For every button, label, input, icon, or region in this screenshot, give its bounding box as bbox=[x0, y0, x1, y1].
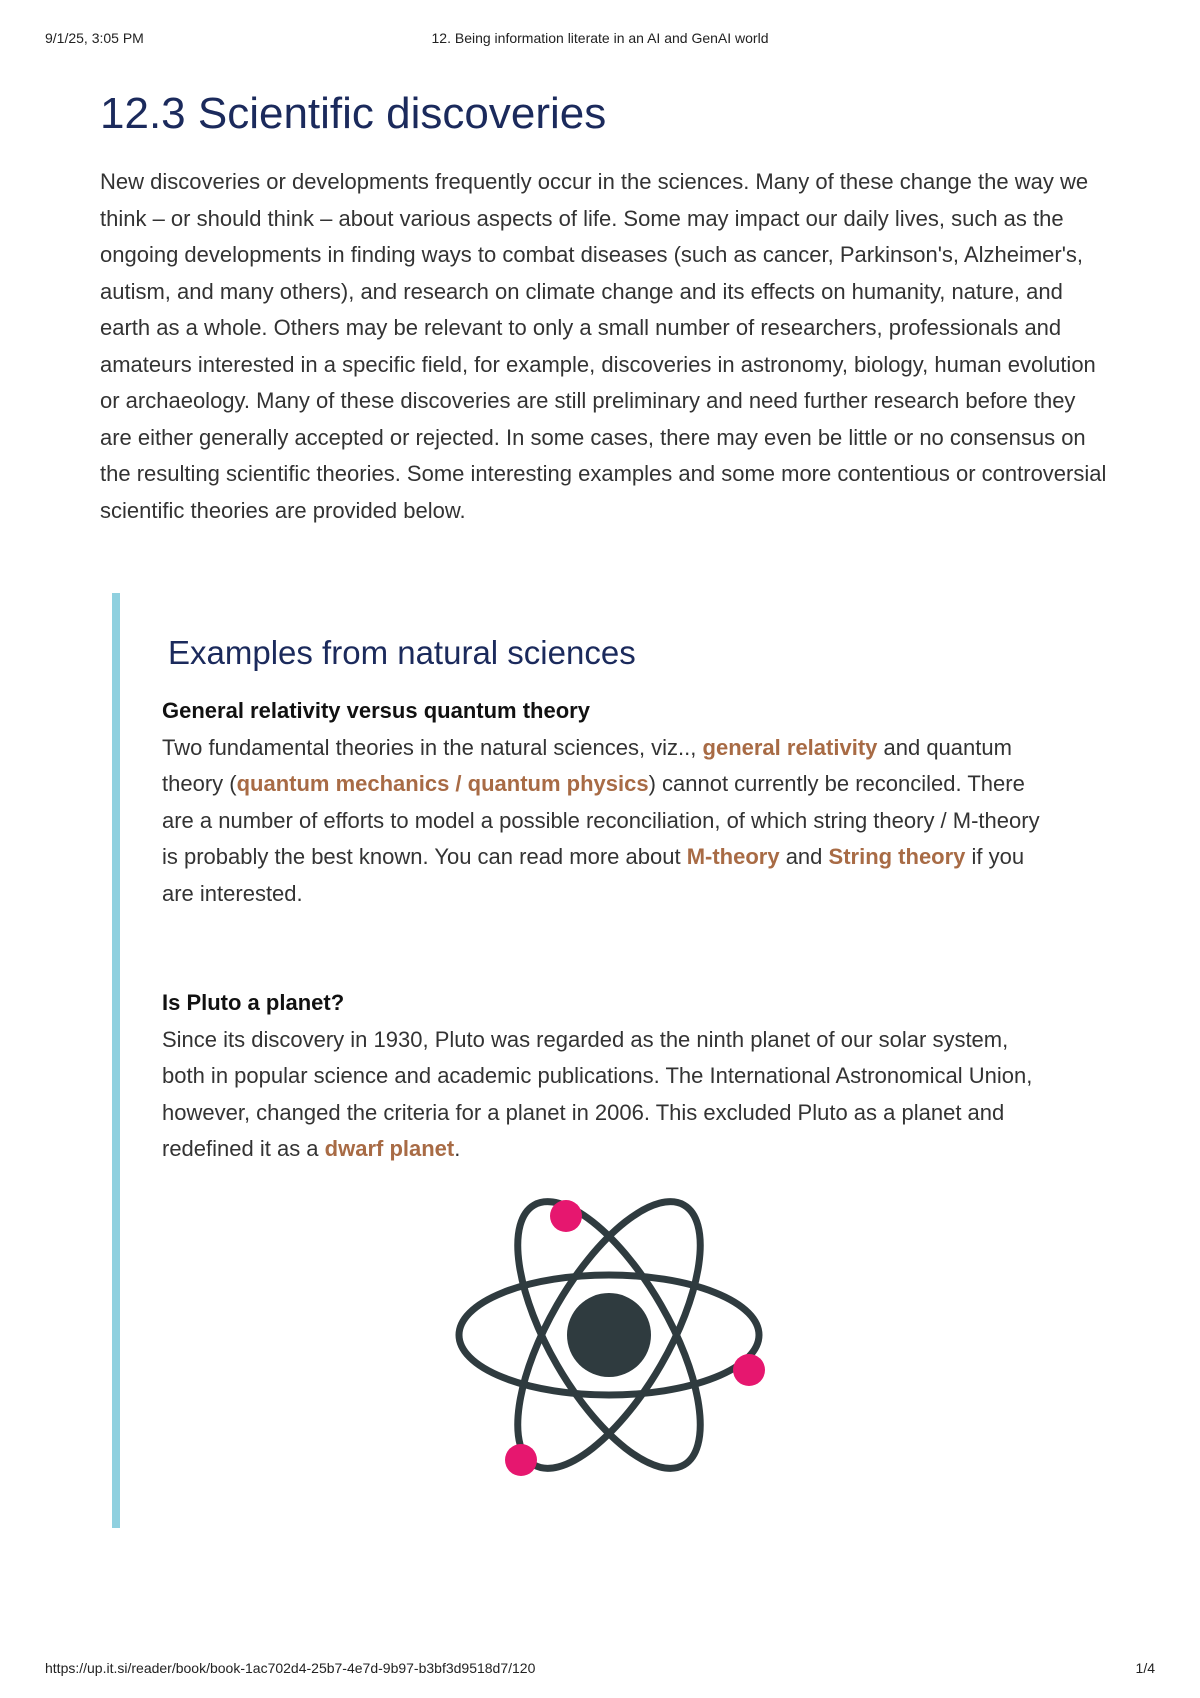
print-footer bbox=[45, 1660, 1155, 1680]
item-title-pluto: Is Pluto a planet? bbox=[162, 990, 345, 1015]
text-segment: if you are interested. bbox=[162, 844, 1025, 906]
text-segment: and bbox=[779, 844, 829, 869]
page-number: 1/4 bbox=[1135, 1660, 1155, 1676]
electron-bottom-left bbox=[505, 1444, 537, 1476]
main-content bbox=[100, 86, 1110, 529]
link-string-theory[interactable]: String theory bbox=[828, 844, 966, 869]
print-date: 9/1/25, 3:05 PM bbox=[45, 30, 144, 46]
link-general-relativity[interactable]: general relativity bbox=[702, 734, 878, 760]
text-segment: . bbox=[454, 1136, 461, 1161]
text-segment: Since its discovery in 1930, Pluto was regarded as the ninth planet of our solar system, both in popular science and academic publications. The International Astronomical Union, however, changed the criteria for a planet in 2006. This excluded Pluto as a planet and redefined it as a bbox=[162, 1026, 1033, 1161]
link-quantum-mechanics[interactable]: quantum mechanics / quantum physics bbox=[236, 771, 649, 796]
link-dwarf-planet[interactable]: dwarf planet bbox=[324, 1136, 455, 1161]
electron-top bbox=[550, 1200, 582, 1232]
electron-right bbox=[733, 1354, 765, 1386]
print-header bbox=[45, 30, 1155, 50]
textbox-heading: Examples from natural sciences bbox=[168, 634, 636, 671]
spacer bbox=[162, 912, 1100, 967]
print-url: https://up.it.si/reader/book/book-1ac702d4-25b7-4e7d-9b97-b3bf3d9518d7/120 bbox=[45, 1660, 536, 1676]
atom-icon bbox=[452, 1190, 766, 1480]
section-title: 12.3 Scientific discoveries bbox=[100, 89, 607, 138]
link-m-theory[interactable]: M-theory bbox=[686, 844, 780, 869]
item-body-pluto bbox=[162, 1022, 1042, 1168]
text-segment: Two fundamental theories in the natural sciences, viz.., bbox=[162, 734, 703, 760]
item-body-relativity bbox=[162, 730, 1042, 913]
print-page-title: 12. Being information literate in an AI and GenAI world bbox=[431, 30, 769, 46]
atom-nucleus bbox=[567, 1293, 651, 1377]
text-segment: and quantum theory ( bbox=[162, 734, 1012, 796]
intro-paragraph: New discoveries or developments frequently occur in the sciences. Many of these change the way we think – or should think – about various aspects of life. Some may impact our daily lives, such as the ongoing developments in finding ways to combat diseases (such as cancer, Parkinson's, Alzheimer's, autism, and many others), and research on climate change and its effects on humanity, nature, and earth as a whole. Others may be relevant to only a small number of researchers, professionals and amateurs interested in a specific field, for example, discoveries in astronomy, biology, human evolution or archaeology. Many of these discoveries are still preliminary and need further research before they are either generally accepted or rejected. In some cases, there may even be little or no consensus on the resulting scientific theories. Some interesting examples and some more contentious or controversial scientific theories are provided below. bbox=[100, 169, 1107, 523]
text-segment: ) cannot currently be reconciled. There are a number of efforts to model a possible reconciliation, of which string theory / M-theory is probably the best known. You can read more about bbox=[162, 771, 1040, 869]
item-title-relativity: General relativity versus quantum theory bbox=[162, 698, 590, 723]
